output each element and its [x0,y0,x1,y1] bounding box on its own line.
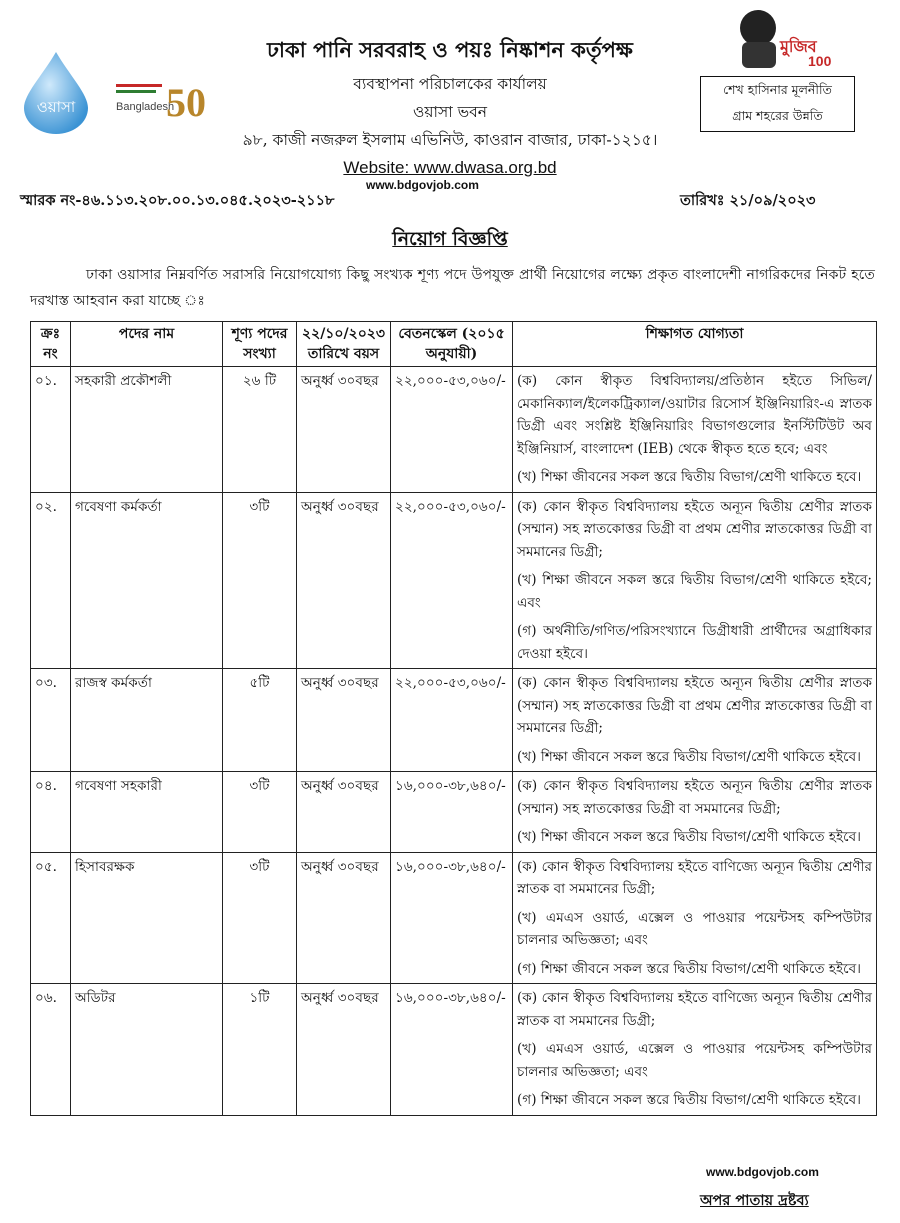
row-qualification [513,492,877,669]
row-pay: ২২,০০০-৫৩,০৬০/- [391,669,513,772]
qualification-item: (ক) কোন স্বীকৃত বিশ্ববিদ্যালয় হইতে অন্যূন দ্বিতীয় শ্রেণীর স্নাতক (সম্মান) সহ স্নাতকোত্তর ডিগ্রী বা প্রথম শ্রেণীর স্নাতকোত্তর ডিগ্রী বা সমমানের ডিগ্রী; [517,498,872,560]
website-link[interactable]: Website: www.dwasa.org.bd [343,158,557,177]
header-vacancy: শূণ্য পদের সংখ্যা [223,322,297,367]
row-vacancy: ৫টি [223,669,297,772]
qualification-item: (খ) এমএস ওয়ার্ড, এক্সেল ও পাওয়ার পয়েন্টসহ কম্পিউটার চালনার অভিজ্ঞতা; এবং [517,1041,872,1080]
row-vacancy: ৩টি [223,852,297,984]
row-post: সহকারী প্রকৌশলী [71,367,223,493]
row-qualification [513,984,877,1116]
row-vacancy: ১টি [223,984,297,1116]
table-row [31,772,877,853]
qualification-item: (ক) কোন স্বীকৃত বিশ্ববিদ্যালয়/প্রতিষ্ঠান হইতে সিভিল/মেকানিক্যাল/ইলেকট্রিক্যাল/ওয়াটার রিসোর্স ইঞ্জিনিয়ারিং-এ স্নাতক ডিগ্রী এবং সংশ্লিষ্ট ইঞ্জিনিয়ারিং বিভাগগুলোর ইনস্টিটিউট অব ইঞ্জিনিয়ার্স, বাংলাদেশ (IEB) থেকে স্বীকৃত হতে হবে; এবং [517,373,872,457]
wasa-logo-text: ওয়াসা [36,98,76,116]
header-age: ২২/১০/২০২৩ তারিখে বয়স [297,322,391,367]
table-header-row [31,322,877,367]
memo-number: স্মারক নং-৪৬.১১৩.২০৮.০০.১৩.০৪৫.২০২৩-২১১৮ [20,192,335,209]
motto-box [700,76,855,132]
intro-paragraph: ঢাকা ওয়াসার নিম্নবর্ণিত সরাসরি নিয়োগযোগ্য কিছু সংখ্যক শূণ্য পদে উপযুক্ত প্রার্থী নিয়োগের লক্ষ্যে প্রকৃত বাংলাদেশী নাগরিকদের নিকট হতে দরখাস্ত আহবান করা যাচ্ছে ঃ [30,267,875,309]
qualification-item: (খ) শিক্ষা জীবনে সকল স্তরে দ্বিতীয় বিভাগ/শ্রেণী থাকিতে হইবে। [517,748,862,765]
mujib-number: 100 [808,53,832,69]
bangladesh-50-number: 50 [166,80,206,125]
table-row [31,367,877,493]
building-name: ওয়াসা ভবন [412,103,488,121]
row-serial: ০৬. [31,984,71,1116]
row-post: হিসাবরক্ষক [71,852,223,984]
row-pay: ১৬,০০০-৩৮,৬৪০/- [391,984,513,1116]
jobs-table [30,321,877,1116]
table-row [31,984,877,1116]
qualification-item: (ক) কোন স্বীকৃত বিশ্ববিদ্যালয় হইতে বাণিজ্যে অন্যূন দ্বিতীয় শ্রেণীর স্নাতক বা সমমানের ডিগ্রী; [517,990,872,1029]
row-serial: ০১. [31,367,71,493]
watermark-bottom: www.bdgovjob.com [706,1165,819,1179]
motto-line-2: গ্রাম শহরের উন্নতি [732,108,823,123]
row-qualification [513,772,877,853]
motto-line-1: শেখ হাসিনার মূলনীতি [723,82,832,97]
row-age: অনুর্ধ্ব ৩০বছর [297,772,391,853]
office-name: ব্যবস্থাপনা পরিচালকের কার্যালয় [353,75,547,93]
header-pay: বেতনস্কেল (২০১৫ অনুযায়ী) [391,322,513,367]
header-qualification: শিক্ষাগত যোগ্যতা [513,322,877,367]
table-row [31,492,877,669]
row-serial: ০৪. [31,772,71,853]
row-qualification [513,669,877,772]
org-name: ঢাকা পানি সরবরাহ ও পয়ঃ নিষ্কাশন কর্তৃপক্ষ [267,37,633,62]
qualification-item: (খ) শিক্ষা জীবনের সকল স্তরে দ্বিতীয় বিভাগ/শ্রেণী থাকিতে হবে। [517,469,862,485]
row-age: অনুর্ধ্ব ৩০বছর [297,984,391,1116]
website[interactable] [200,158,700,178]
row-post: গবেষণা সহকারী [71,772,223,853]
mujib-100-logo [728,2,843,72]
row-post: অডিটর [71,984,223,1116]
qualification-item: (ক) কোন স্বীকৃত বিশ্ববিদ্যালয় হইতে অন্যূন দ্বিতীয় শ্রেণীর স্নাতক (সম্মান) সহ স্নাতকোত্তর ডিগ্রী বা প্রথম শ্রেণীর স্নাতকোত্তর ডিগ্রী বা সমমানের ডিগ্রী; [517,675,872,736]
qualification-item: (গ) অর্থনীতি/গণিত/পরিসংখ্যানে ডিগ্রীধারী প্রার্থীদের অগ্রাধিকার দেওয়া হইবে। [517,623,872,662]
qualification-item: (খ) শিক্ষা জীবনে সকল স্তরে দ্বিতীয় বিভাগ/শ্রেণী থাকিতে হইবে; এবং [517,572,872,611]
qualification-item: (গ) শিক্ষা জীবনে সকল স্তরে দ্বিতীয় বিভাগ/শ্রেণী থাকিতে হইবে। [517,1092,861,1108]
row-vacancy: ২৬ টি [223,367,297,493]
row-vacancy: ৩টি [223,492,297,669]
row-serial: ০৩. [31,669,71,772]
qualification-item: (ক) কোন স্বীকৃত বিশ্ববিদ্যালয় হইতে অন্যূন দ্বিতীয় শ্রেণীর স্নাতক (সম্মান) সহ স্নাতকোত্তর ডিগ্রী বা সমমানের ডিগ্রী; [517,778,872,817]
row-serial: ০৫. [31,852,71,984]
qualification-item: (খ) এমএস ওয়ার্ড, এক্সেল ও পাওয়ার পয়েন্টসহ কম্পিউটার চালনার অভিজ্ঞতা; এবং [517,909,872,948]
row-post: গবেষণা কর্মকর্তা [71,492,223,669]
row-qualification [513,852,877,984]
next-page-note: অপর পাতায় দ্রষ্টব্য [700,1192,809,1209]
row-vacancy: ৩টি [223,772,297,853]
row-pay: ১৬,০০০-৩৮,৬৪০/- [391,852,513,984]
row-age: অনুর্ধ্ব ৩০বছর [297,492,391,669]
header-post: পদের নাম [71,322,223,367]
watermark-top: www.bdgovjob.com [366,178,479,192]
mujib-text: মুজিব [780,37,817,56]
row-pay: ২২,০০০-৫৩,০৬০/- [391,492,513,669]
row-age: অনুর্ধ্ব ৩০বছর [297,852,391,984]
qualification-item: (খ) শিক্ষা জীবনে সকল স্তরে দ্বিতীয় বিভাগ/শ্রেণী থাকিতে হইবে। [517,829,862,845]
bangladesh-50-logo [108,70,208,140]
row-pay: ১৬,০০০-৩৮,৬৪০/- [391,772,513,853]
qualification-item: (গ) শিক্ষা জীবনে সকল স্তরে দ্বিতীয় বিভাগ/শ্রেণী থাকিতে হইবে। [517,960,861,977]
water-drop-icon [20,50,92,136]
notice-title: নিয়োগ বিজ্ঞপ্তি [392,228,508,250]
bangladesh-50-text: Bangladesh [116,101,175,113]
table-row [31,669,877,772]
qualification-item: (ক) কোন স্বীকৃত বিশ্ববিদ্যালয় হইতে বাণিজ্যে অন্যূন দ্বিতীয় শ্রেণীর স্নাতক বা সমমানের ডিগ্রী; [517,858,872,897]
row-age: অনুর্ধ্ব ৩০বছর [297,669,391,772]
header-serial: ক্রঃ নং [31,322,71,367]
row-post: রাজস্ব কর্মকর্তা [71,669,223,772]
row-pay: ২২,০০০-৫৩,০৬০/- [391,367,513,493]
row-age: অনুর্ধ্ব ৩০বছর [297,367,391,493]
table-row [31,852,877,984]
address: ৯৮, কাজী নজরুল ইসলাম এভিনিউ, কাওরান বাজার, ঢাকা-১২১৫। [242,131,658,149]
notice-date: তারিখঃ ২১/০৯/২০২৩ [680,192,816,209]
row-qualification [513,367,877,493]
wasa-logo [20,50,92,136]
row-serial: ০২. [31,492,71,669]
